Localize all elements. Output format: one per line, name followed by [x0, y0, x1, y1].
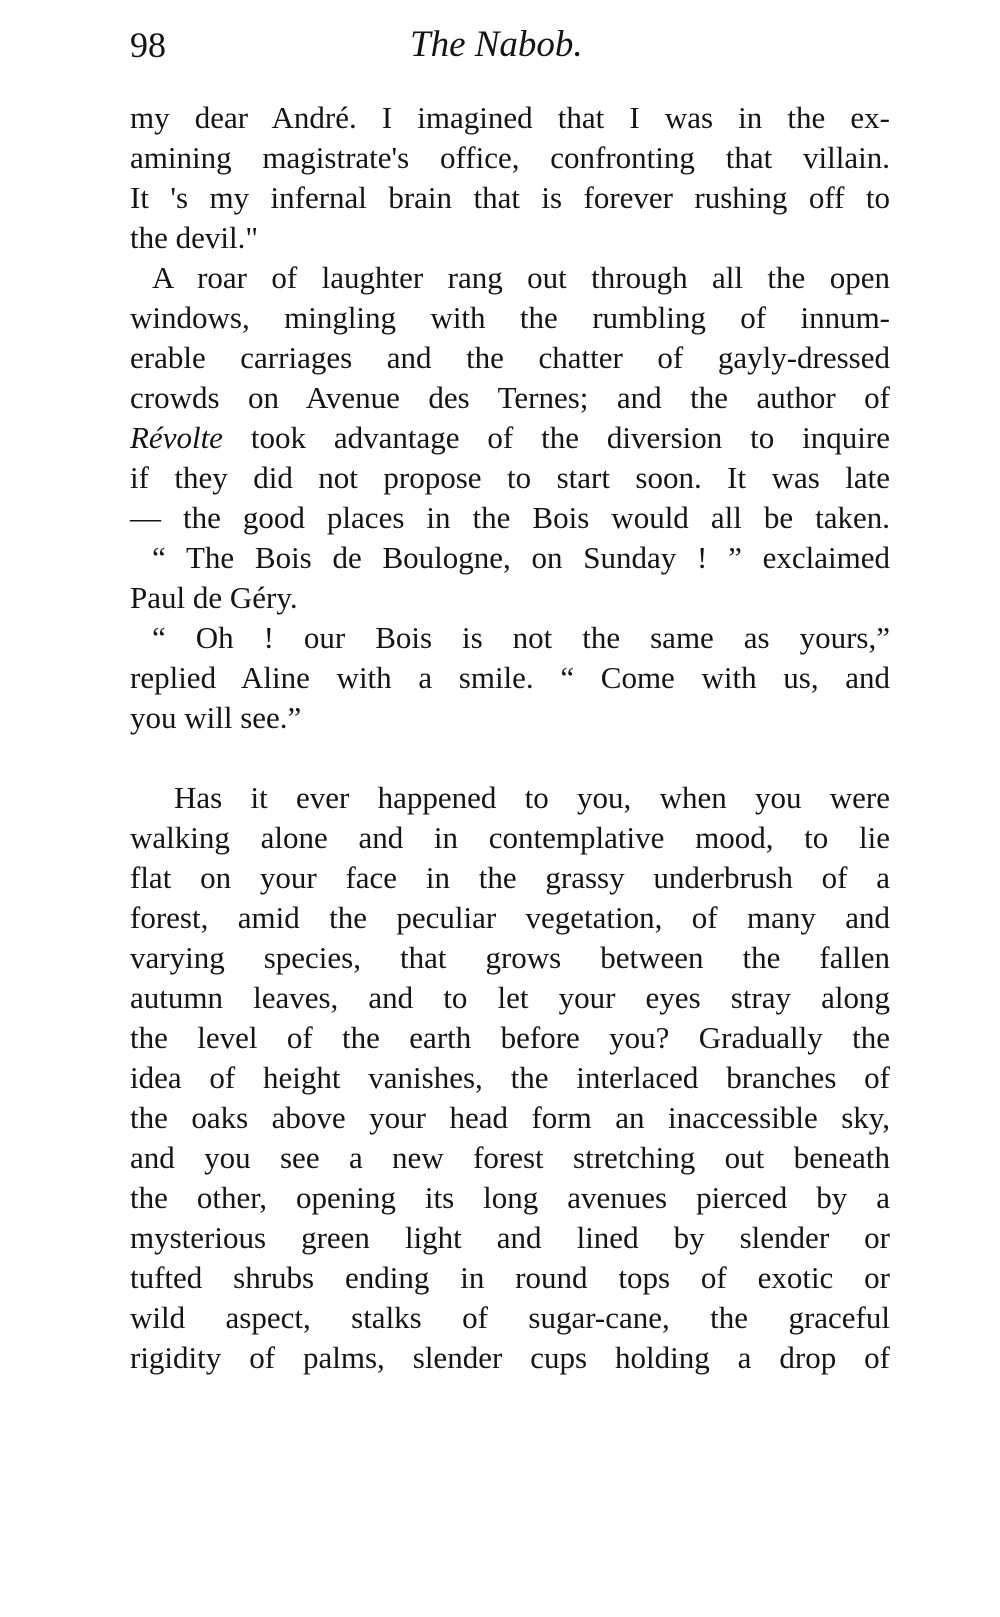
text-line: idea of height vanishes, the interlaced branches of [130, 1060, 890, 1095]
text-line: if they did not propose to start soon. It was late [130, 460, 890, 495]
text-line: crowds on Avenue des Ternes; and the author of [130, 380, 890, 415]
text-line: the devil." [130, 220, 259, 255]
text-line: “ The Bois de Boulogne, on Sunday ! ” exclaimed [152, 540, 890, 575]
page-number: 98 [130, 25, 166, 65]
text-line: flat on your face in the grassy underbrush of a [130, 860, 890, 895]
text-line: It 's my infernal brain that is forever rushing off to [130, 180, 890, 215]
text-line: “ Oh ! our Bois is not the same as yours,” [152, 620, 890, 655]
text-line [130, 418, 890, 458]
text-line: forest, amid the peculiar vegetation, of many and [130, 900, 890, 935]
italic-title: Révolte [130, 420, 223, 455]
running-head [130, 20, 890, 70]
text-block-top [130, 98, 890, 738]
text-line: the oaks above your head form an inaccessible sky, [130, 1100, 890, 1135]
text-line-rest: took advantage of the diversion to inquire [250, 420, 890, 455]
text-line: Has it ever happened to you, when you were [174, 780, 890, 815]
text-line: the level of the earth before you? Gradually the [130, 1020, 890, 1055]
text-line: rigidity of palms, slender cups holding a drop of [130, 1340, 890, 1375]
text-line: mysterious green light and lined by slender or [130, 1220, 890, 1255]
text-line: varying species, that grows between the fallen [130, 940, 890, 975]
text-line: erable carriages and the chatter of gayly-dressed [130, 340, 890, 375]
text-line: amining magistrate's office, confronting that villain. [130, 140, 890, 175]
text-line: autumn leaves, and to let your eyes stray along [130, 980, 890, 1015]
text-line: windows, mingling with the rumbling of innum- [130, 300, 890, 335]
text-line: Paul de Géry. [130, 580, 298, 615]
text-line: walking alone and in contemplative mood, to lie [130, 820, 890, 855]
text-block-bottom [130, 778, 890, 1378]
running-title: The Nabob. [410, 24, 583, 65]
text-line: wild aspect, stalks of sugar-cane, the graceful [130, 1300, 890, 1335]
text-line: replied Aline with a smile. “ Come with us, and [130, 660, 890, 695]
text-line: and you see a new forest stretching out beneath [130, 1140, 890, 1175]
text-line: tufted shrubs ending in round tops of exotic or [130, 1260, 890, 1295]
text-line: my dear André. I imagined that I was in the ex- [130, 100, 890, 135]
text-line: A roar of laughter rang out through all the open [152, 260, 890, 295]
text-line: the other, opening its long avenues pierced by a [130, 1180, 890, 1215]
text-line: you will see.” [130, 700, 302, 735]
text-line: — the good places in the Bois would all be taken. [130, 500, 890, 535]
